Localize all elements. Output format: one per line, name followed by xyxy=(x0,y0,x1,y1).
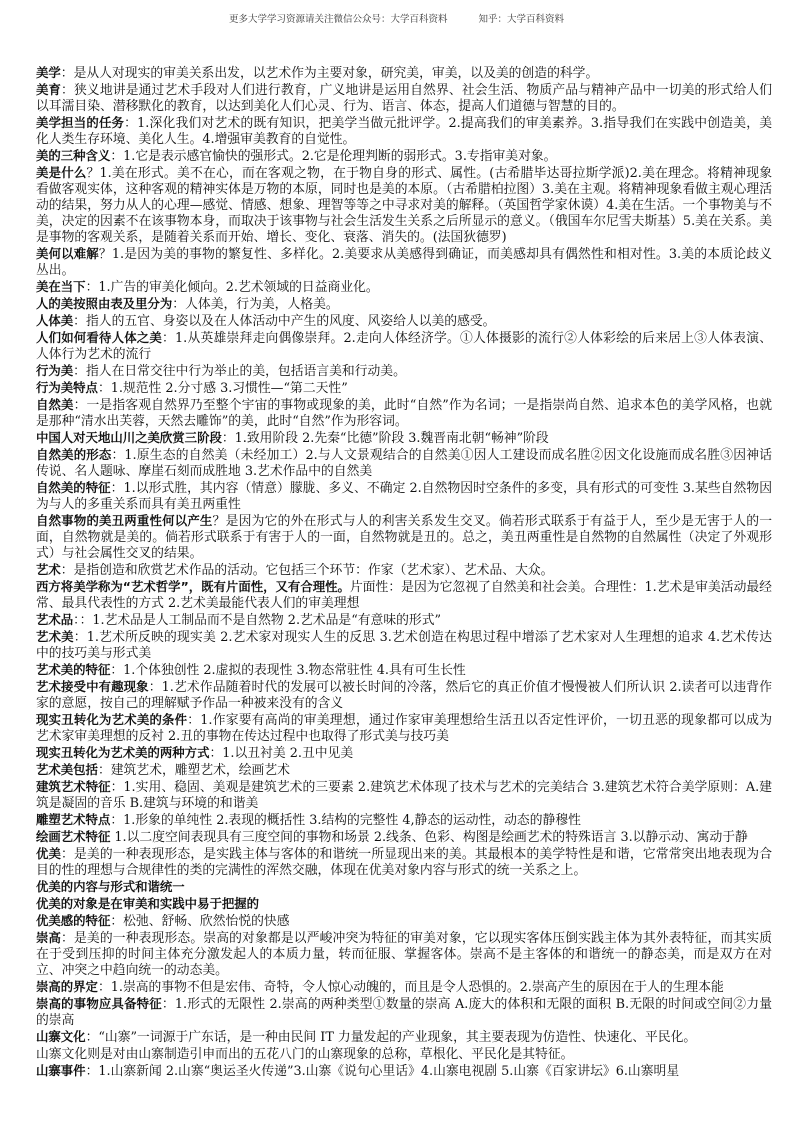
entry-term: 绘画艺术特征 xyxy=(36,829,111,844)
entry-term: 美是什么 xyxy=(36,165,87,180)
entry-text: ：是从人对现实的审美关系出发，以艺术作为主要对象，研究美，审美，以及美的创造的科学。 xyxy=(60,66,599,81)
entry-term: 人们如何看待人体之美 xyxy=(36,330,163,345)
entry-text: ：1.广告的审美化倾向。2.艺术领域的日益商业化。 xyxy=(85,280,379,295)
entry-text: ：人体美，行为美，人格美。 xyxy=(172,297,339,312)
definition-entry xyxy=(36,829,772,846)
entry-text: ：：1.艺术品是人工制品而不是自然物 2.艺术品是“有意味的形式” xyxy=(73,613,442,628)
definition-entry xyxy=(36,1046,772,1063)
entry-text: ：1.致用阶段 2.先秦“比德”阶段 3.魏晋南北朝“畅神”阶段 xyxy=(221,431,549,446)
entry-text: ：1.形象的单纯性 2.表现的概括性 3.结构的完整性 4,静态的运动性，动态的静穆性 xyxy=(110,813,581,828)
definition-entry xyxy=(36,513,772,562)
entry-text: ：狭义地讲是通过艺术手段对人们进行教育，广义地讲是运用自然界、社会生活、物质产品与精神产品中一切美的形式给人们以耳濡目染、潜移默化的教育，以达到美化人们心灵、行为、语言、体态，提高人们道德与智慧的目的。 xyxy=(36,83,773,114)
definition-entry xyxy=(36,82,772,115)
definition-entry xyxy=(36,447,772,480)
definition-entry xyxy=(36,480,772,513)
entry-term: 美何以难解 xyxy=(36,246,99,261)
definition-entry xyxy=(36,662,772,679)
entry-term: 自然美的形态 xyxy=(36,447,112,462)
entry-term: 行为美 xyxy=(36,363,74,378)
definition-entry xyxy=(36,296,772,313)
definition-entry xyxy=(36,380,772,397)
definition-entry xyxy=(36,762,772,779)
definition-entry xyxy=(36,165,772,246)
entry-term: 艺术品 xyxy=(36,612,74,627)
definition-entry xyxy=(36,779,772,812)
entry-text: ：1.从英雄崇拜走向偶像崇拜。2.走向人体经济学。①人体摄影的流行②人体彩绘的后来居上③人体表演、人体行为艺术的流行 xyxy=(36,331,772,362)
definition-entry xyxy=(36,1063,772,1080)
entry-term: 艺术美 xyxy=(36,629,74,644)
entry-term: 雕塑艺术特点 xyxy=(36,812,111,827)
definition-entry xyxy=(36,1029,772,1046)
entry-text: ：1.规范性 2.分寸感 3.习惯性—“第二天性” xyxy=(97,381,348,396)
entry-term: 建筑艺术特征 xyxy=(36,779,111,794)
entry-term: 艺术接受中有趣现象 xyxy=(36,679,149,694)
entry-term: 自然美的特征 xyxy=(36,480,111,495)
entry-term: 艺术美包括 xyxy=(36,762,98,777)
document-body xyxy=(36,65,772,1080)
entry-text: ：建筑艺术，雕塑艺术，绘画艺术 xyxy=(97,763,290,778)
entry-term: 人体美 xyxy=(36,313,74,328)
definition-entry xyxy=(36,896,772,913)
entry-text: ：1.艺术作品随着时代的发展可以被长时间的冷落，然后它的真正价值才慢慢被人们所认识 2.读者可以违背作家的意愿，按自己的理解赋予作品一种被来没有的含义 xyxy=(36,680,773,711)
header-wechat-note: 更多大学学习资源请关注微信公众号：大学百科资料 xyxy=(228,14,448,25)
definition-entry xyxy=(36,246,772,279)
page-header xyxy=(0,11,793,25)
entry-text: 山寨文化则是对由山寨制造引申而出的五花八门的山寨现象的总称，草根化、平民化是其特征。 xyxy=(36,1047,574,1062)
entry-term: 现实丑转化为艺术美的两种方式 xyxy=(36,745,210,760)
entry-term: 优美 xyxy=(36,846,62,861)
entry-term: 艺术美的特征 xyxy=(36,662,111,677)
definition-entry xyxy=(36,879,772,896)
definition-entry xyxy=(36,846,772,879)
definition-entry xyxy=(36,745,772,762)
entry-text: ？1.美在形式。美不在心，而在客观之物，在于物自身的形式、属性。(古希腊毕达哥拉斯学派)2.美在理念。将精神现象看做客观实体，这种客观的精神实体是万物的本原，同时也是美的本原。（古希腊柏拉图）3.美在主观。将精神现象看做主观心理活动的结果，努力从人的心理—感觉、情感、想象、理智等等之中寻求对美的解释。（英国哲学家休谟）4.美在生活。一个事物美与不美，决定的因素不在该事物本身，而取决于该事物与社会生活发生关系之后所显示的意义。（俄国车尔尼雪夫斯基）5.美在关系。美是事物的客观关系，是随着关系而开始、增长、变化、衰落、消失的。(法国狄德罗) xyxy=(36,166,773,245)
definition-entry xyxy=(36,65,772,82)
entry-text: ：1.艺术所反映的现实美 2.艺术家对现实人生的反思 3.艺术创造在构思过程中增添了艺术家对人生理想的追求 4.艺术传达中的技巧美与形式美 xyxy=(36,630,773,661)
definition-entry xyxy=(36,562,772,579)
definition-entry xyxy=(36,629,772,662)
entry-text: 1.以二度空间表现具有三度空间的事物和场景 2.线条、色彩、构图是绘画艺术的特殊语言 3.以静示动、寓动于静 xyxy=(110,830,748,845)
entry-term: 优美的对象是在审美和实践中易于把握的 xyxy=(36,896,260,911)
entry-text: ：1.形式的无限性 2.崇高的两种类型①数量的崇高 A.庞大的体积和无限的面积 B.无限的时间或空间②力量的崇高 xyxy=(36,997,773,1028)
definition-entry xyxy=(36,579,772,612)
entry-text: ：是美的一种表现形态。崇高的对象都是以严峻冲突为特征的审美对象，它以现实客体压倒实践主体为其外表特征，而其实质在于受到压抑的时间主体充分激发起人的本质力量，转而征服、掌握客体。崇高不是主客体的和谐统一的静态美，而是双方在对立、冲突之中趋向统一的动态美。 xyxy=(36,931,773,978)
definition-entry xyxy=(36,148,772,165)
entry-term: 山寨事件 xyxy=(36,1063,86,1078)
entry-text: ：1.深化我们对艺术的既有知识，把美学当做元批评学。2.提高我们的审美素养。3.指导我们在实践中创造美，美化人类生存环境、美化人生。4.增强审美教育的自觉性。 xyxy=(36,116,772,147)
entry-term: 自然美 xyxy=(36,397,74,412)
entry-term: 中国人对天地山川之美欣赏三阶段 xyxy=(36,430,222,445)
definition-entry xyxy=(36,115,772,148)
definition-entry xyxy=(36,679,772,712)
definition-entry xyxy=(36,330,772,363)
entry-term: 人的美按照由表及里分为 xyxy=(36,296,173,311)
entry-term: 山寨文化 xyxy=(36,1029,86,1044)
definition-entry xyxy=(36,913,772,930)
entry-text: ：指人的五官、身姿以及在人体活动中产生的风度、风姿给人以美的感受。 xyxy=(73,314,496,329)
entry-term: 崇高的事物应具备特征 xyxy=(36,996,162,1011)
entry-text: ：1.它是表示感官愉快的强形式。2.它是伦理判断的弱形式。3.专指审美对象。 xyxy=(110,149,557,164)
entry-term: 优美感的特征 xyxy=(36,913,111,928)
entry-text: ：1.崇高的事物不但是宏伟、奇特，令人惊心动魄的，而且是令人恐惧的。2.崇高产生的原因在于人的生理本能 xyxy=(97,980,724,995)
entry-term: 崇高 xyxy=(36,930,62,945)
entry-text: ：1.原生态的自然美（未经加工）2.与人文景观结合的自然美①因人工建设而成名胜②因文化设施而成名胜③因神话传说、名人题咏、摩崖石刻而成胜地 3.艺术作品中的自然美 xyxy=(36,448,772,479)
entry-term: 西方将美学称为“艺术哲学”，既有片面性，又有合理性。 xyxy=(36,579,350,594)
entry-text: ：一是指客观自然界乃至整个宇宙的事物或现象的美，此时“自然”作为名词；一是指崇尚自然、追求本色的美学风格，也就是那种“清水出芙蓉，天然去雕饰”的美，此时“自然”作为形容词。 xyxy=(36,398,773,429)
entry-text: ：1.个体独创性 2.虚拟的表现性 3.物态常驻性 4.具有可生长性 xyxy=(110,663,466,678)
entry-text: ：指人在日常交往中行为举止的美，包括语言美和行动美。 xyxy=(73,364,406,379)
entry-term: 现实丑转化为艺术美的条件 xyxy=(36,712,188,727)
entry-term: 美学担当的任务 xyxy=(36,115,125,130)
entry-term: 艺术 xyxy=(36,562,61,577)
definition-entry xyxy=(36,996,772,1029)
entry-text: ：松弛、舒畅、欣然怡悦的快感 xyxy=(110,914,290,929)
entry-text: ：1.作家要有高尚的审美理想，通过作家审美理想给生活丑以否定性评价，一切丑恶的现象都可以成为艺术家审美理想的反衬 2.丑的事物在传达过程中也取得了形式美与技巧美 xyxy=(36,713,772,744)
entry-term: 优美的内容与形式和谐统一 xyxy=(36,879,185,894)
entry-text: ：1.山寨新闻 2.山寨“奥运圣火传递”3.山寨《说句心里话》4.山寨电视剧 5.山寨《百家讲坛》6.山寨明星 xyxy=(85,1064,680,1079)
entry-text: ：1.以丑衬美 2.丑中见美 xyxy=(209,746,354,761)
definition-entry xyxy=(36,712,772,745)
entry-term: 行为美特点 xyxy=(36,380,98,395)
entry-term: 自然事物的美丑两重性何以产生 xyxy=(36,513,213,528)
definition-entry xyxy=(36,612,772,629)
entry-text: ：是指创造和欣赏艺术作品的活动。它包括三个环节：作家（艺术家）、艺术品、大众。 xyxy=(60,563,554,578)
entry-text: 片面性：是因为它忽视了自然美和社会美。合理性：1.艺术是审美活动最经常、最具代表性的方式 2.艺术美最能代表人们的审美理想 xyxy=(36,580,772,611)
definition-entry xyxy=(36,313,772,330)
entry-text: ？是因为它的外在形式与人的利害关系发生交叉。倘若形式联系于有益于人，至少是无害于人的一面，自然物就是美的。倘若形式联系于有害于人的一面，自然物就是丑的。总之，美丑两重性是自然物的自然属性（决定了外观形式）与社会属性交叉的结果。 xyxy=(36,514,773,561)
entry-term: 美学 xyxy=(36,65,61,80)
entry-text: ：“山寨”一词源于广东话，是一种由民间 IT 力量发起的产业现象，其主要表现为仿造性、快速化、平民化。 xyxy=(85,1030,697,1045)
definition-entry xyxy=(36,363,772,380)
entry-text: ？1.是因为美的事物的繁复性、多样化。2.美要求从美感得到确证，而美感却具有偶然性和相对性。3.美的本质论歧义丛出。 xyxy=(36,247,773,278)
entry-term: 崇高的界定 xyxy=(36,979,98,994)
definition-entry xyxy=(36,397,772,430)
definition-entry xyxy=(36,930,772,979)
definition-entry xyxy=(36,430,772,447)
entry-text: ：1.实用、稳固、美观是建筑艺术的三要素 2.建筑艺术体现了技术与艺术的完美结合 3.建筑艺术符合美学原则：A.建筑是凝固的音乐 B.建筑与环境的和谐美 xyxy=(36,780,773,811)
entry-term: 美的三种含义 xyxy=(36,148,111,163)
definition-entry xyxy=(36,812,772,829)
entry-term: 美在当下 xyxy=(36,279,86,294)
entry-text: ：1.以形式胜，其内容（情意）朦胧、多义、不确定 2.自然物因时空条件的多变，具有形式的可变性 3.某些自然物因为与人的多重关系而具有美丑两重性 xyxy=(36,481,773,512)
definition-entry xyxy=(36,979,772,996)
definition-entry xyxy=(36,279,772,296)
entry-text: ：是美的一种表现形态，是实践主体与客体的和谐统一所显现出来的美。其最根本的美学特性是和谐，它常常突出地表现为合目的性的理想与合规律性的类的完满性的浑然交融，体现在优美对象内容与形式的统一关系之上。 xyxy=(36,847,773,878)
entry-term: 美育 xyxy=(36,82,62,97)
header-zhihu-note: 知乎：大学百科资料 xyxy=(478,14,565,25)
